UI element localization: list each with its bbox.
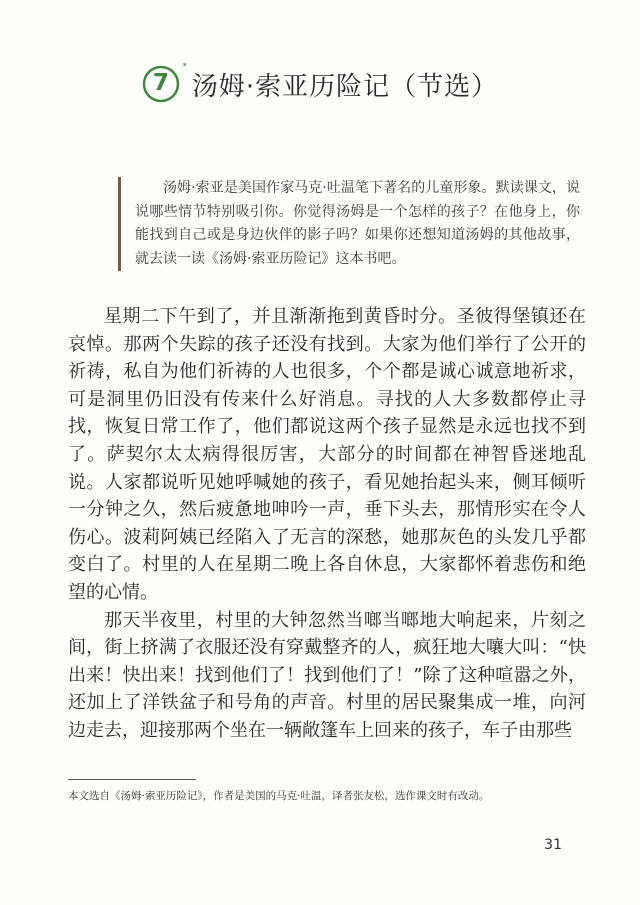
page-number: 31 [544,837,562,853]
footnote-divider [68,779,196,780]
main-text [68,303,586,745]
lesson-star-mark: * [182,62,187,72]
paragraph-1: 星期二下午到了，并且渐渐拖到黄昏时分。圣彼得堡镇还在哀悼。那两个失踪的孩子还没有找到。大家为他们举行了公开的祈祷，私自为他们祈祷的人也很多，个个都是诚心诚意地祈求，可是洞里仍旧没有传来什么好消息。寻找的人大多数都停止寻找，恢复日常工作了，他们都说这两个孩子显然是永远也找不到了。萨契尔太太病得很厉害，大部分的时间都在神智昏迷地乱说。人家都说听见她呼喊她的孩子，看见她抬起头来，侧耳倾听一分钟之久，然后疲惫地呻吟一声，垂下头去，那情形实在令人伤心。波莉阿姨已经陷入了无言的深愁，她那灰色的头发几乎都变白了。村里的人在星期二晚上各自休息，大家都怀着悲伤和绝望的心情。 [68,306,586,603]
lesson-title: 汤姆·索亚历险记（节选） [191,71,499,102]
lesson-number-badge [142,62,187,104]
lesson-number: 7 [152,70,169,96]
reading-guide [118,177,580,271]
reading-guide-text: 汤姆·索亚是美国作家马克·吐温笔下著名的儿童形象。默读课文，说说哪些情节特别吸引你。你觉得汤姆是一个怎样的孩子？在他身上，你能找到自己或是身边伙伴的影子吗？如果你还想知道汤姆的其他故事，就去读一读《汤姆·索亚历险记》这本书吧。 [135,180,580,267]
lesson-header [0,64,640,104]
footnote: 本文选自《汤姆·索亚历险记》，作者是美国的马克·吐温，译者张友松，选作课文时有改动。 [68,790,490,802]
paragraph-2: 那天半夜里，村里的大钟忽然当啷当啷地大响起来，片刻之间，街上挤满了衣服还没有穿戴整齐的人，疯狂地大嚷大叫：“快出来！快出来！找到他们了！找到他们了！”除了这种喧嚣之外，还加上了洋铁盆子和号角的声音。村里的居民聚集成一堆，向河边走去，迎接那两个坐在一辆敞篷车上回来的孩子，车子由那些 [68,609,586,741]
